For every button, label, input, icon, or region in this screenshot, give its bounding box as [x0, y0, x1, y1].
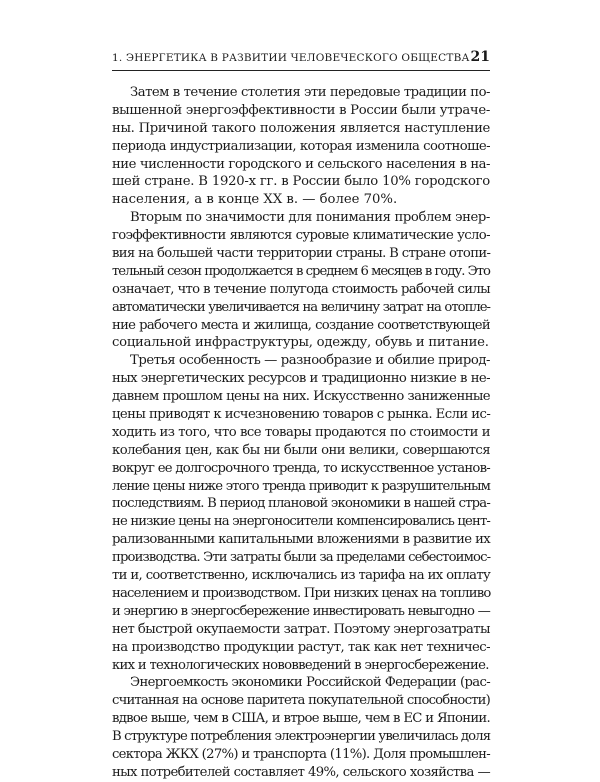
text-line: ных потребителей составляет 49%, сельского хозяйства — — [112, 764, 490, 780]
text-line: колебания цен, как бы ни были они велики, совершаются — [112, 442, 490, 458]
text-line: нет быстрой окупаемости затрат. Поэтому энергозатраты — [112, 621, 490, 637]
text-line: населения, а в конце XX в. — более 70%. — [112, 192, 398, 208]
text-line: давнем прошлом цены на них. Искусственно заниженные — [112, 389, 490, 405]
text-line: последствиям. В период плановой экономики в нашей стра- — [112, 496, 490, 512]
text-line: вдвое выше, чем в США, и втрое выше, чем в ЕС и Японии. — [112, 711, 490, 727]
text-line: вышенной энергоэффективности в России были утраче- — [112, 102, 490, 118]
text-line: ние рабочего места и жилища, создание соответствующей — [112, 317, 490, 333]
text-line: означает, что в течение полугода стоимость рабочей силы — [112, 281, 490, 297]
text-line: и энергию в энергосбережение инвестировать невыгодно — — [112, 603, 490, 619]
text-line: не низкие цены на энергоносители компенсировались цент- — [112, 514, 490, 530]
text-line: Третья особенность — разнообразие и обилие природ- — [130, 353, 490, 369]
text-line: вия на большей части территории страны. В стране отопи- — [112, 246, 491, 262]
text-line: производства. Эти затраты были за пределами себестоимос- — [112, 550, 491, 566]
text-line: на производство продукции растут, так как нет техничес- — [112, 639, 490, 655]
text-line: сектора ЖКХ (27%) и транспорта (11%). Доля промышлен- — [112, 746, 490, 762]
text-line: периода индустриализации, которая изменила соотноше- — [112, 138, 490, 154]
text-line: ких и технологических нововведений в энергосбережение. — [112, 657, 489, 673]
chapter-title: 1. ЭНЕРГЕТИКА В РАЗВИТИИ ЧЕЛОВЕЧЕСКОГО ОБЩЕСТВА — [112, 52, 470, 64]
text-line: гоэффективности являются суровые климатические усло- — [112, 228, 490, 244]
text-line: рализованными капитальными вложениями в развитие их — [112, 532, 490, 548]
text-line: автоматически увеличивается на величину затрат на отопле- — [112, 299, 490, 315]
text-line: вокруг ее долгосрочного тренда, то искусственное установ- — [112, 460, 490, 476]
text-line: ление цены ниже этого тренда приводит к разрушительным — [112, 478, 490, 494]
text-line: ние численности городского и сельского населения в на- — [112, 156, 490, 172]
text-line: ти и, соответственно, исключались из тарифа на их оплату — [112, 568, 490, 584]
text-line: Вторым по значимости для понимания проблем энер- — [130, 210, 490, 226]
running-header — [112, 49, 490, 71]
text-line: тельный сезон продолжается в среднем 6 месяцев в году. Это — [112, 263, 490, 279]
page-number: 21 — [470, 49, 490, 65]
text-line: ходить из того, что все товары продаются по стоимости и — [112, 424, 490, 440]
text-line: шей стране. В 1920-х гг. в России было 10% городского — [112, 174, 490, 190]
text-line: ны. Причиной такого положения является наступление — [112, 120, 490, 136]
text-line: Энергоемкость экономики Российской Федерации (рас- — [130, 675, 490, 691]
text-line: В структуре потребления электроэнергии увеличилась доля — [112, 729, 491, 745]
text-line: ных энергетических ресурсов и традиционно низкие в не- — [112, 371, 490, 387]
text-line: Затем в течение столетия эти передовые традиции по- — [130, 85, 490, 100]
text-line: считанная на основе паритета покупательной способности) — [112, 693, 490, 709]
body-text — [112, 84, 490, 782]
text-line: социальной инфраструктуры, одежду, обувь и питание. — [112, 335, 489, 351]
text-line: населением и производством. При низких ценах на топливо — [112, 585, 491, 601]
text-line: цены приводят к исчезновению товаров с рынка. Если ис- — [112, 407, 491, 423]
